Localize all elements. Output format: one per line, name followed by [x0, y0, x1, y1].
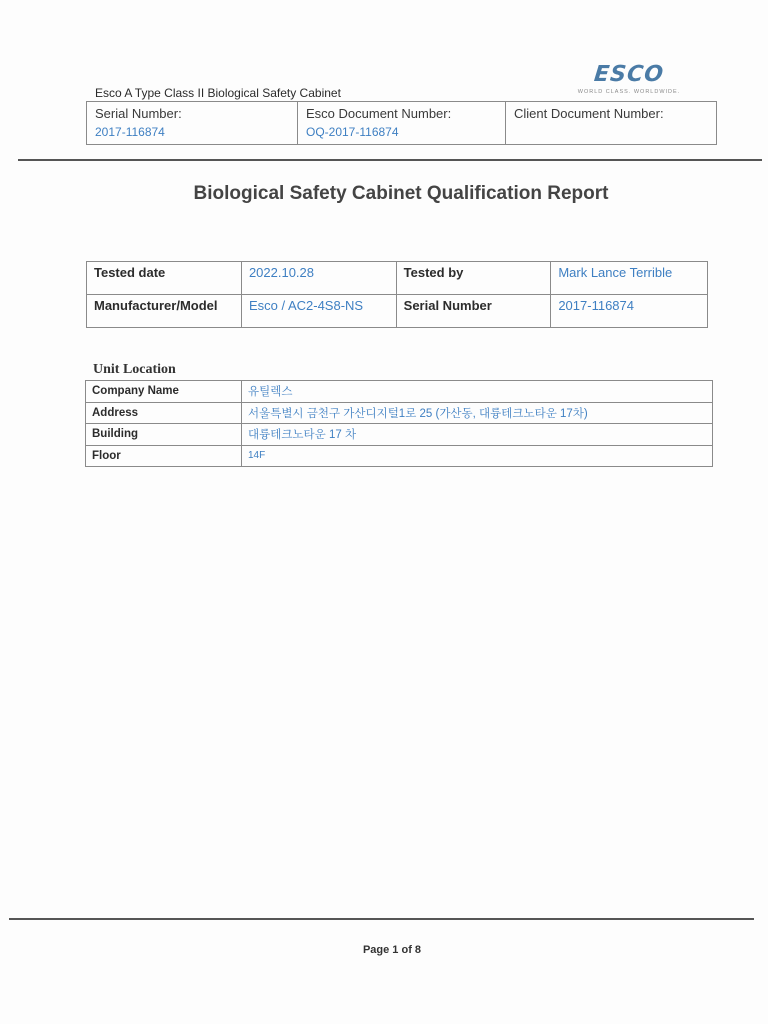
manufacturer-model-label: Manufacturer/Model: [87, 295, 242, 328]
tested-by-label: Tested by: [396, 262, 551, 295]
tested-by-value: Mark Lance Terrible: [551, 262, 708, 295]
table-row: [87, 295, 708, 328]
client-document-number-label: Client Document Number:: [514, 106, 664, 121]
unit-location-table: [85, 380, 713, 467]
serial-number-cell: [87, 102, 298, 144]
header-info-table: [86, 101, 717, 145]
serial-number-label: Serial Number:: [95, 106, 182, 121]
floor-value: 14F: [242, 445, 713, 467]
esco-document-number-label: Esco Document Number:: [306, 106, 452, 121]
table-row: [86, 424, 713, 446]
building-value: 대륭테크노타운 17 차: [242, 424, 713, 446]
page-number: Page 1 of 8: [362, 944, 422, 956]
tested-date-label: Tested date: [87, 262, 242, 295]
manufacturer-model-value: Esco / AC2-4S8-NS: [241, 295, 396, 328]
logo-tagline: WORLD CLASS. WORLDWIDE.: [577, 89, 681, 95]
floor-label: Floor: [86, 445, 242, 467]
logo-mark: ESCO: [592, 62, 666, 87]
esco-document-number-value: OQ-2017-116874: [306, 125, 399, 139]
building-label: Building: [86, 424, 242, 446]
header-divider: [18, 159, 762, 161]
client-document-number-cell: [506, 102, 716, 144]
company-name-label: Company Name: [86, 381, 242, 403]
table-row: [86, 445, 713, 467]
esco-document-number-cell: [298, 102, 506, 144]
company-name-value: 유틸렉스: [242, 381, 713, 403]
table-row: [86, 402, 713, 424]
address-label: Address: [86, 402, 242, 424]
tested-date-value: 2022.10.28: [241, 262, 396, 295]
address-value: 서울특별시 금천구 가산디지털1로 25 (가산동, 대륭테크노타운 17차): [242, 402, 713, 424]
unit-location-heading: Unit Location: [93, 362, 176, 377]
serial-number-label: Serial Number: [396, 295, 551, 328]
report-title: Biological Safety Cabinet Qualification Report: [193, 183, 609, 204]
test-info-table: [86, 261, 708, 328]
table-row: [86, 381, 713, 403]
document-subtitle: Esco A Type Class II Biological Safety Cabinet: [95, 86, 341, 100]
esco-logo: [563, 64, 695, 102]
serial-number-value: 2017-116874: [551, 295, 708, 328]
serial-number-value: 2017-116874: [95, 125, 165, 139]
footer-divider: [9, 918, 754, 920]
table-row: [87, 262, 708, 295]
